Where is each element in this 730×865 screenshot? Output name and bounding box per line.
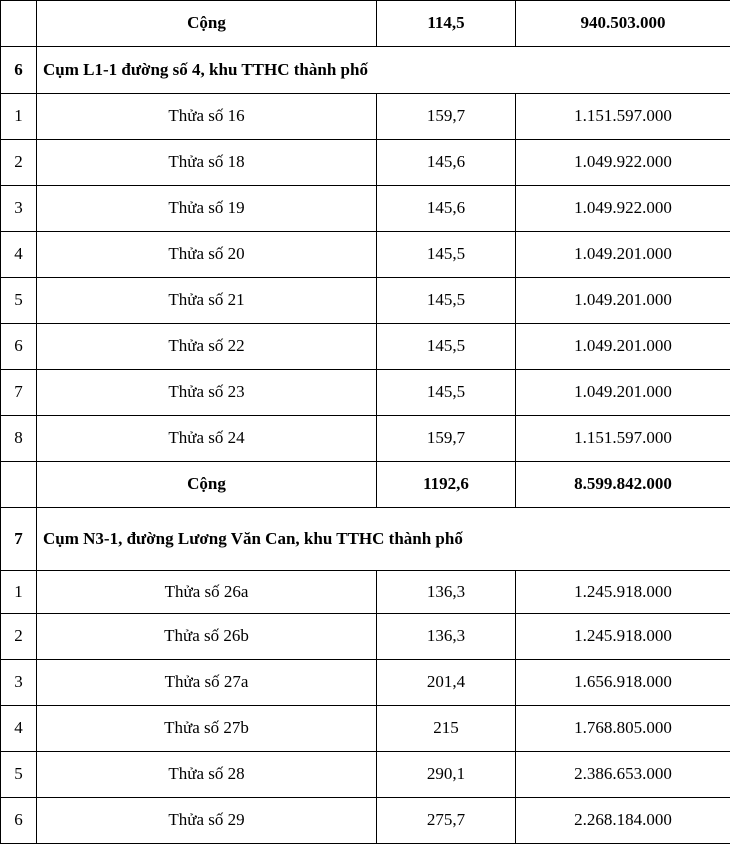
row-price: 940.503.000 bbox=[516, 1, 730, 47]
row-label: Thửa số 23 bbox=[37, 370, 377, 416]
row-price: 1.049.201.000 bbox=[516, 278, 730, 324]
row-index: 5 bbox=[1, 752, 37, 798]
row-index: 1 bbox=[1, 94, 37, 140]
row-area: 159,7 bbox=[377, 94, 516, 140]
table-row bbox=[1, 140, 730, 186]
table-row bbox=[1, 370, 730, 416]
row-index: 6 bbox=[1, 47, 37, 94]
row-area: 159,7 bbox=[377, 416, 516, 462]
table-row bbox=[1, 232, 730, 278]
row-index: 6 bbox=[1, 324, 37, 370]
table-row bbox=[1, 94, 730, 140]
row-area: 201,4 bbox=[377, 660, 516, 706]
row-label: Thửa số 18 bbox=[37, 140, 377, 186]
row-label: Thửa số 22 bbox=[37, 324, 377, 370]
row-label: Thửa số 16 bbox=[37, 94, 377, 140]
row-index: 8 bbox=[1, 416, 37, 462]
row-index: 6 bbox=[1, 798, 37, 844]
table-row-total bbox=[1, 1, 730, 47]
table-row bbox=[1, 278, 730, 324]
row-area: 145,5 bbox=[377, 278, 516, 324]
row-label: Thửa số 27a bbox=[37, 660, 377, 706]
row-index: 3 bbox=[1, 186, 37, 232]
row-label: Thửa số 28 bbox=[37, 752, 377, 798]
row-index: 2 bbox=[1, 140, 37, 186]
row-price: 1.049.201.000 bbox=[516, 232, 730, 278]
row-area: 145,6 bbox=[377, 186, 516, 232]
table-row bbox=[1, 752, 730, 798]
row-index: 7 bbox=[1, 508, 37, 571]
row-price: 1.049.201.000 bbox=[516, 324, 730, 370]
row-price: 1.151.597.000 bbox=[516, 94, 730, 140]
table-body bbox=[1, 1, 730, 844]
row-price: 8.599.842.000 bbox=[516, 462, 730, 508]
row-label: Thửa số 27b bbox=[37, 706, 377, 752]
row-index: 5 bbox=[1, 278, 37, 324]
row-price: 1.049.922.000 bbox=[516, 140, 730, 186]
table-row bbox=[1, 186, 730, 232]
row-label: Thửa số 26a bbox=[37, 571, 377, 614]
table-row bbox=[1, 614, 730, 660]
row-price: 1.049.201.000 bbox=[516, 370, 730, 416]
row-label: Thửa số 26b bbox=[37, 614, 377, 660]
table-row-group bbox=[1, 508, 730, 571]
group-title: Cụm L1-1 đường số 4, khu TTHC thành phố bbox=[37, 47, 730, 94]
table-row-total bbox=[1, 462, 730, 508]
row-price: 1.151.597.000 bbox=[516, 416, 730, 462]
row-label: Thửa số 24 bbox=[37, 416, 377, 462]
row-label: Thửa số 21 bbox=[37, 278, 377, 324]
row-label: Thửa số 20 bbox=[37, 232, 377, 278]
row-index: 2 bbox=[1, 614, 37, 660]
row-area: 114,5 bbox=[377, 1, 516, 47]
row-label: Cộng bbox=[37, 462, 377, 508]
table-row-group bbox=[1, 47, 730, 94]
row-area: 136,3 bbox=[377, 614, 516, 660]
row-index: 1 bbox=[1, 571, 37, 614]
row-label: Thửa số 29 bbox=[37, 798, 377, 844]
table-row bbox=[1, 571, 730, 614]
table-row bbox=[1, 706, 730, 752]
row-price: 2.268.184.000 bbox=[516, 798, 730, 844]
table-row bbox=[1, 324, 730, 370]
row-area: 136,3 bbox=[377, 571, 516, 614]
row-index: 7 bbox=[1, 370, 37, 416]
row-price: 1.245.918.000 bbox=[516, 614, 730, 660]
row-price: 1.049.922.000 bbox=[516, 186, 730, 232]
row-price: 1.245.918.000 bbox=[516, 571, 730, 614]
row-label: Cộng bbox=[37, 1, 377, 47]
row-price: 1.656.918.000 bbox=[516, 660, 730, 706]
table-row bbox=[1, 798, 730, 844]
row-area: 215 bbox=[377, 706, 516, 752]
row-area: 145,6 bbox=[377, 140, 516, 186]
row-area: 145,5 bbox=[377, 324, 516, 370]
row-index: 4 bbox=[1, 232, 37, 278]
row-index: 4 bbox=[1, 706, 37, 752]
row-price: 1.768.805.000 bbox=[516, 706, 730, 752]
row-index: 3 bbox=[1, 660, 37, 706]
row-label: Thửa số 19 bbox=[37, 186, 377, 232]
table-row bbox=[1, 660, 730, 706]
row-area: 1192,6 bbox=[377, 462, 516, 508]
row-area: 145,5 bbox=[377, 370, 516, 416]
table-row bbox=[1, 416, 730, 462]
row-index bbox=[1, 1, 37, 47]
row-area: 145,5 bbox=[377, 232, 516, 278]
row-area: 290,1 bbox=[377, 752, 516, 798]
row-price: 2.386.653.000 bbox=[516, 752, 730, 798]
row-area: 275,7 bbox=[377, 798, 516, 844]
row-index bbox=[1, 462, 37, 508]
group-title: Cụm N3-1, đường Lương Văn Can, khu TTHC thành phố bbox=[37, 508, 730, 571]
